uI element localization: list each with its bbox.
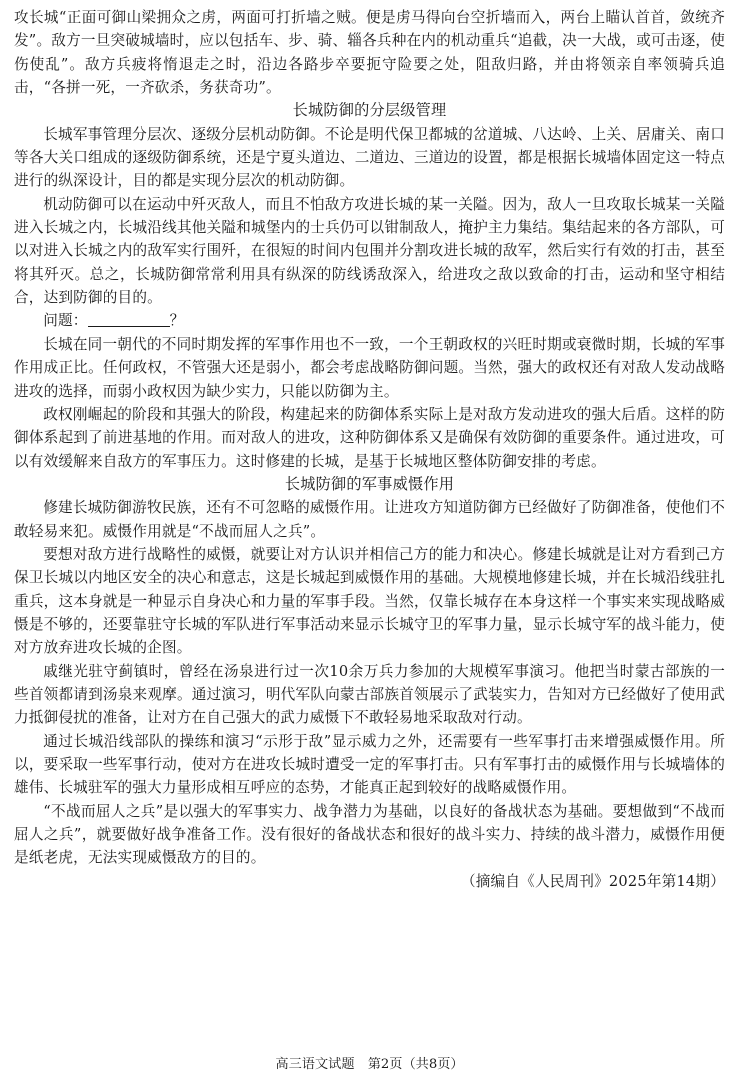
paragraph: 长城在同一朝代的不同时期发挥的军事作用也不一致，一个王朝政权的兴旺时期或衰微时期，长城的军事作用成正比。任何政权，不管强大还是弱小，都会考虑战略防御问题。当然，强大的政权还有对敌人发动战略进攻的选择，而弱小政权因为缺少实力，只能以防御为主。	[14, 335, 725, 400]
question-label: 问题：	[43, 312, 88, 330]
paragraph-continued: 攻长城“正面可御山梁拥众之虏，两面可打折墙之贼。便是虏马得向台空折墙而入，两台上瞄认首首，敛统齐发”。敌方一旦突破城墙时，应以包括车、步、骑、辎各兵种在内的机动重兵“追截，决一大战，或可击逐，使伤使乱”。敌方兵疲将惰退走之时，沿边各路步卒要扼守险要之处，阻敌归路，并由将领亲自率领骑兵追击，“各拼一死，一齐砍杀，务获奇功”。	[14, 9, 725, 97]
paragraph: 修建长城防御游牧民族，还有不可忽略的威慑作用。让进攻方知道防御方已经做好了防御准备，使他们不敢轻易来犯。威慑作用就是“不战而屈人之兵”。	[14, 499, 725, 540]
section-heading-layered-management: 长城防御的分层级管理	[292, 101, 447, 120]
answer-blank[interactable]	[88, 311, 170, 327]
paragraph: 要想对敌方进行战略性的威慑，就要让对方认识并相信己方的能力和决心。修建长城就是让对方看到己方保卫长城以内地区安全的决心和意志，这是长城起到威慑作用的基础。大规模地修建长城，并在长城沿线驻扎重兵，这本身就是一种显示自身决心和力量的军事手段。当然，仅靠长城存在本身这样一个事实来实现战略威慑是不够的，还要靠驻守长城的军队进行军事活动来显示长城守卫的军事力量，显示长城守军的战斗能力，使对方放弃进攻长城的企图。	[14, 545, 725, 657]
paragraph: 通过长城沿线部队的操练和演习“示形于敌”显示威力之外，还需要有一些军事打击来增强威慑作用。所以，要采取一些军事行动，使对方在进攻长城时遭受一定的军事打击。只有军事打击的威慑作用与长城墙体的雄伟、长城驻军的强大力量形成相互呼应的态势，才能真正起到较好的战略威慑作用。	[14, 732, 725, 797]
question-mark: ？	[169, 312, 185, 330]
paragraph: 长城军事管理分层次、逐级分层机动防御。不论是明代保卫都城的岔道城、八达岭、上关、居庸关、南口等各大关口组成的逐级防御系统，还是宁夏头道边、二道边、三道边的设置，都是根据长城墙体固定这一特点进行的纵深设计，目的都是实现分层次的机动防御。	[14, 125, 725, 190]
section-heading-deterrence: 长城防御的军事威慑作用	[284, 474, 455, 493]
article-body	[14, 6, 725, 893]
paragraph: “不战而屈人之兵”是以强大的军事实力、战争潜力为基础，以良好的备战状态为基础。要想做到“不战而屈人之兵”，就要做好战争准备工作。没有很好的备战状态和很好的战斗实力、持续的战斗潜力，威慑作用便是纸老虎，无法实现威慑敌方的目的。	[14, 802, 725, 867]
question-line	[14, 309, 725, 332]
paragraph: 机动防御可以在运动中歼灭敌人，而且不怕敌方攻进长城的某一关隘。因为，敌人一旦攻取长城某一关隘进入长城之内，长城沿线其他关隘和城堡内的士兵仍可以钳制敌人，掩护主力集结。集结起来的各方部队，可以对进入长城之内的敌军实行围歼，在很短的时间内包围并分割攻进长城的敌军，然后实行有效的打击，甚至将其歼灭。总之，长城防御常常利用具有纵深的防线诱敌深入，给进攻之敌以致命的打击，运动和坚守相结合，达到防御的目的。	[14, 195, 725, 307]
source-citation: （摘编自《人民周刊》2025年第14期）	[460, 872, 725, 890]
paragraph: 戚继光驻守蓟镇时，曾经在汤泉进行过一次10余万兵力参加的大规模军事演习。他把当时蒙古部族的一些首领都请到汤泉来观摩。通过演习，明代军队向蒙古部族首领展示了武装实力，告知对方已经做好了使用武力抵御侵扰的准备，让对方在自己强大的武力威慑下不敢轻易地采取敌对行动。	[14, 662, 725, 727]
paragraph: 政权刚崛起的阶段和其强大的阶段，构建起来的防御体系实际上是对敌方发动进攻的强大后盾。这样的防御体系起到了前进基地的作用。而对敌人的进攻，这种防御体系又是确保有效防御的重要条件。通过进攻，可以有效缓解来自敌方的军事压力。这时修建的长城，是基于长城地区整体防御安排的考虑。	[14, 405, 725, 470]
page-footer: 高三语文试题 第2页（共8页）	[275, 1057, 464, 1072]
